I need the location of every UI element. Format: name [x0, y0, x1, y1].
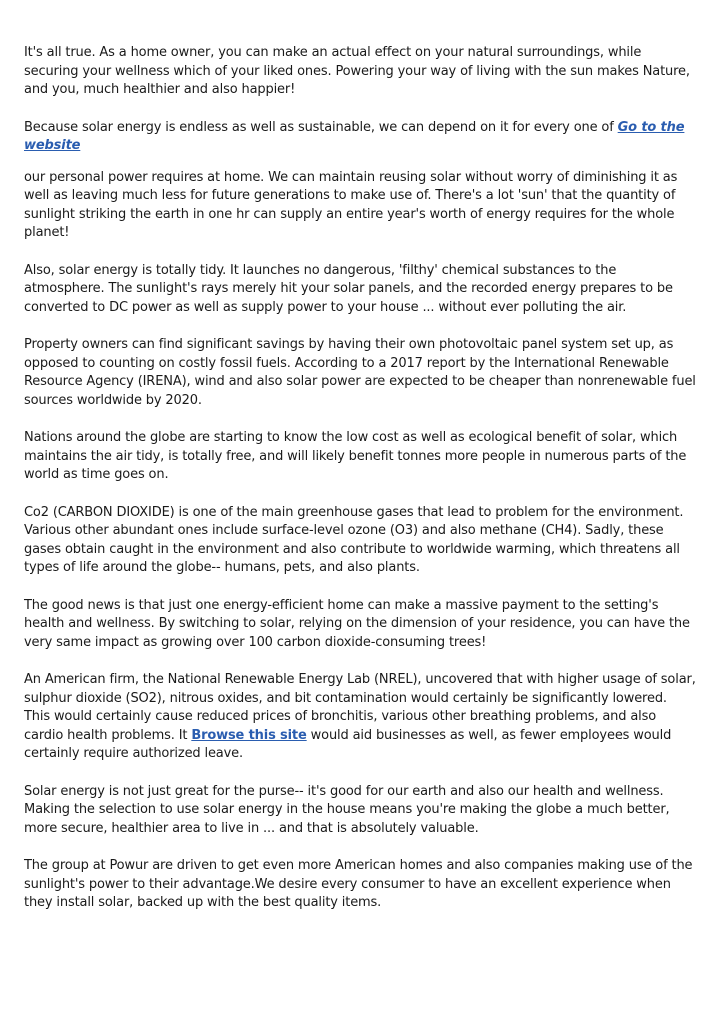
paragraph-tidy-energy: Also, solar energy is totally tidy. It launches no dangerous, 'filthy' chemical substances to the atmosphere. The sunlight's rays merely hit your solar panels, and the recorded energy prepares to be converted to DC power as well as supply power to your house ... without ever polluting the air. — [24, 262, 673, 315]
document-body — [24, 44, 696, 932]
paragraph-nations: Nations around the globe are starting to know the low cost as well as ecological benefit of solar, which maintains the air tidy, is totally free, and will likely benefit tonnes more people in numerous parts of the world as time goes on. — [24, 430, 687, 482]
go-to-website-link[interactable]: Go to the website — [24, 119, 685, 153]
paragraph-savings: Property owners can find significant savings by having their own photovoltaic panel system set up, as opposed to counting on costly fossil fuels. According to a 2017 report by the International Renewable Resource Agency (IRENA), wind and also solar power are expected to be cheaper than nonrenewable fuel sources worldwide by 2020. — [24, 337, 696, 408]
paragraph-powur: The group at Powur are driven to get even more American homes and also companies making use of the sunlight's power to their advantage.We desire every consumer to have an excellent experience when they install solar, backed up with the best quality items. — [24, 858, 693, 910]
paragraph-co2: Co2 (CARBON DIOXIDE) is one of the main greenhouse gases that lead to problem for the environment. Various other abundant ones include surface-level ozone (O3) and also methane (CH4). Sadly, these gases obtain caught in the environment and also contribute to worldwide warming, which threatens all types of life around the globe-- humans, pets, and also plants. — [24, 504, 684, 575]
paragraph-text: Because solar energy is endless as well as sustainable, we can depend on it for every one of — [24, 119, 618, 135]
paragraph-purse: Solar energy is not just great for the purse-- it's good for our earth and also our health and wellness. Making the selection to use solar energy in the house means you're making the globe a much better, more secure, healthier area to live in ... and that is absolutely valuable. — [24, 783, 670, 836]
paragraph-good-news: The good news is that just one energy-efficient home can make a massive payment to the setting's health and wellness. By switching to solar, relying on the dimension of your residence, you can have the very same impact as growing over 100 carbon dioxide-consuming trees! — [24, 597, 690, 650]
paragraph-endless-energy — [24, 119, 696, 156]
paragraph-text-after-link: would aid businesses as well, as fewer employees would certainly require authorized leave. — [24, 727, 672, 761]
paragraph-intro: It's all true. As a home owner, you can make an actual effect on your natural surroundings, while securing your wellness which of your liked ones. Powering your way of living with the sun makes Nature, and you, much healthier and also happier! — [24, 45, 690, 97]
paragraph-personal-power: our personal power requires at home. We can maintain reusing solar without worry of diminishing it as well as leaving much less for future generations to make use of. There's a lot 'sun' that the quantity of sunlight striking the earth in one hr can supply an entire year's worth of energy requires for the whole planet! — [24, 169, 678, 240]
paragraph-nrel — [24, 671, 696, 764]
paragraph-text: An American firm, the National Renewable Energy Lab (NREL), uncovered that with higher usage of solar, sulphur dioxide (SO2), nitrous oxides, and bit contamination would certainly be significantly lowered. This would certainly cause reduced prices of bronchitis, various other breathing problems, and also cardio health problems. It — [24, 672, 696, 743]
browse-this-site-link[interactable]: Browse this site — [191, 727, 307, 743]
